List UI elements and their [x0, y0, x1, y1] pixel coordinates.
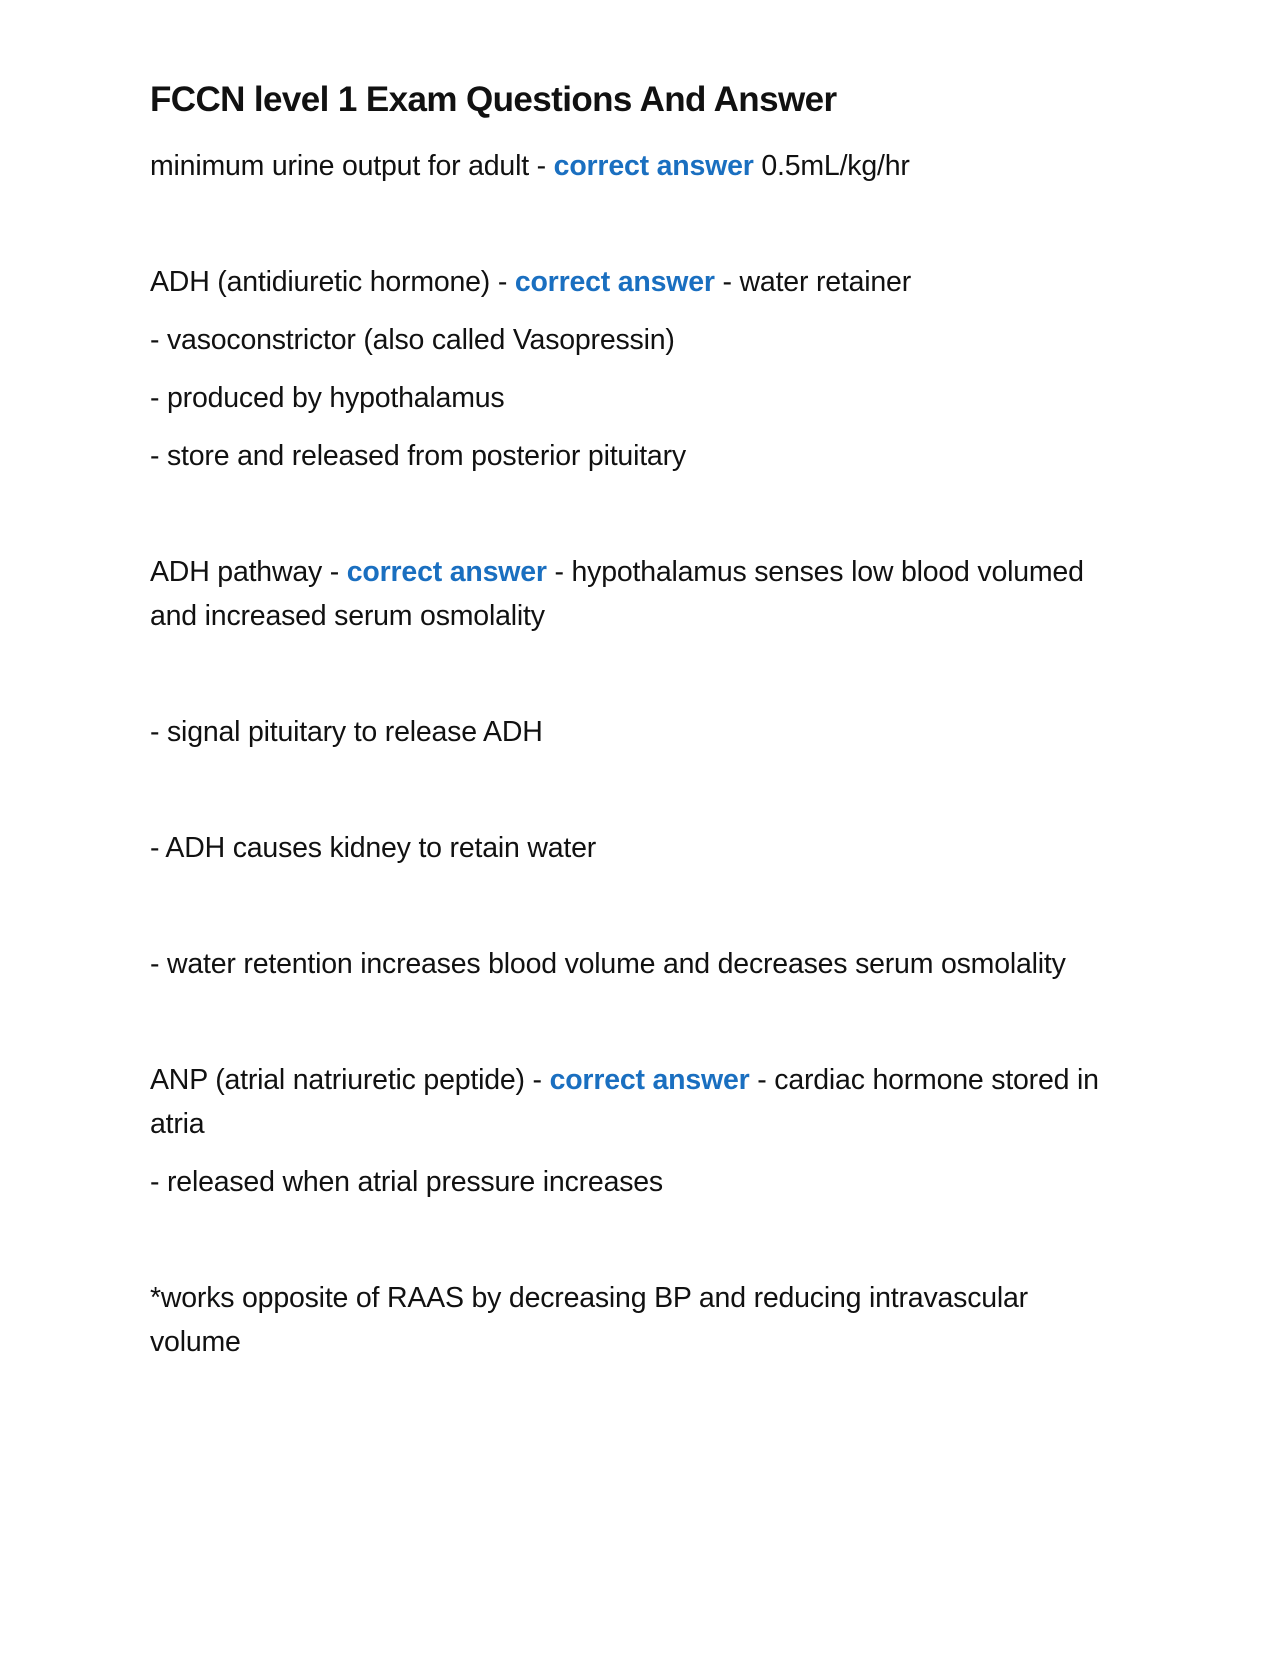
detail-line: *works opposite of RAAS by decreasing BP and reducing intravascular volume [150, 1282, 1028, 1358]
question-term: minimum urine output for adult - [150, 150, 554, 182]
detail-line: - ADH causes kidney to retain water [150, 832, 597, 864]
correct-answer-label: correct answer [514, 266, 715, 298]
question-term: ANP (atrial natriuretic peptide) - [150, 1064, 550, 1096]
detail-line: - released when atrial pressure increases [150, 1166, 663, 1198]
document-page [150, 74, 1110, 1364]
question-term: ADH (antidiuretic hormone) - [150, 266, 515, 298]
correct-answer-label: correct answer [553, 150, 754, 182]
answer-text: 0.5mL/kg/hr [761, 150, 910, 182]
answer-text: - water retainer [722, 266, 911, 298]
qa-entry-anp [150, 1058, 1110, 1146]
detail-line: - signal pituitary to release ADH [150, 716, 543, 748]
document-title: FCCN level 1 Exam Questions And Answer [150, 80, 837, 119]
question-term: ADH pathway - [150, 556, 347, 588]
detail-line: - water retention increases blood volume and decreases serum osmolality [150, 948, 1066, 980]
correct-answer-label: correct answer [346, 556, 547, 588]
qa-entry-urine-output [150, 144, 1110, 188]
qa-entry-adh [150, 260, 1110, 304]
detail-line: - store and released from posterior pituitary [150, 440, 686, 472]
qa-entry-adh-pathway [150, 550, 1110, 638]
detail-line: - vasoconstrictor (also called Vasopressin) [150, 324, 675, 356]
detail-line: - produced by hypothalamus [150, 382, 505, 414]
answer-text: - hypothalamus senses low blood volumed and increased serum osmolality [150, 556, 1084, 632]
answer-text: - cardiac hormone stored in atria [150, 1064, 1099, 1140]
correct-answer-label: correct answer [549, 1064, 750, 1096]
